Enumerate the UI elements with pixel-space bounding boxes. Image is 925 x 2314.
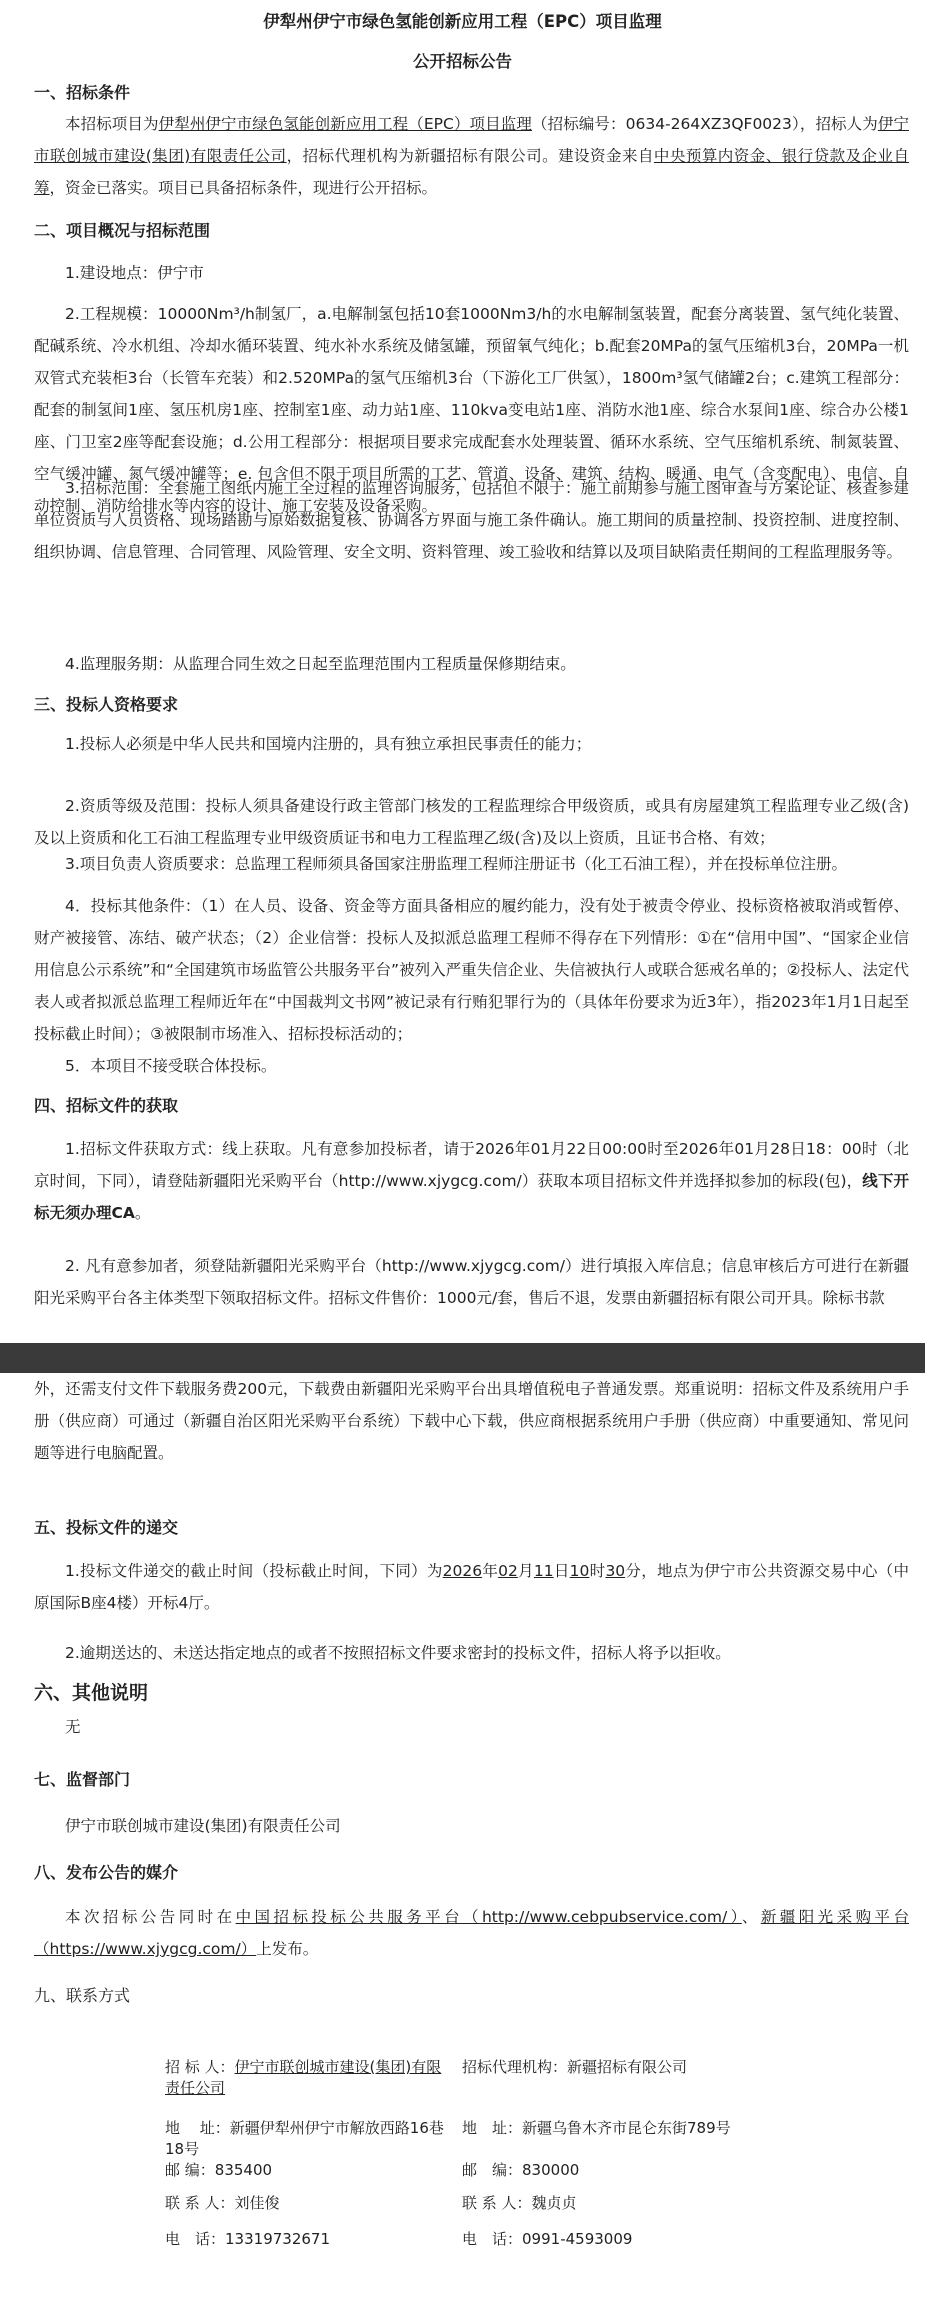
- text-segment: 年: [482, 1562, 499, 1580]
- label: 电 话：: [462, 2230, 523, 2248]
- text-segment: 本招标项目为: [65, 115, 159, 133]
- label: 地 址：: [462, 2119, 523, 2137]
- text-segment: 分，地点为伊宁市公共资源交易中心（中原国际B座4楼）开标4厅。: [34, 1562, 909, 1612]
- section-6-text: 无: [65, 1718, 81, 1736]
- contact-tenderer-person: [165, 2193, 450, 2214]
- text-segment: 。: [134, 1204, 151, 1222]
- contact-person-value: 魏贞贞: [531, 2194, 577, 2212]
- funds-source: 中央预算内资金、银行贷款及企业自筹: [34, 147, 909, 197]
- document-title: 伊犁州伊宁市绿色氢能创新应用工程（EPC）项目监理: [263, 12, 662, 31]
- tenderer-name: 伊宁市联创城市建设(集团)有限责任公司: [34, 115, 909, 165]
- media-link-cebpubservice[interactable]: 中国招标投标公共服务平台（http://www.cebpubservice.com/）: [235, 1908, 742, 1926]
- page-separator: [0, 1343, 925, 1373]
- text-segment: ，资金已落实。项目已具备招标条件，现进行公开招标。: [49, 179, 438, 197]
- label: 邮 编：: [462, 2161, 523, 2179]
- document-subtitle: 公开招标公告: [413, 52, 512, 71]
- contact-agent-address: [462, 2118, 762, 2139]
- contact-agent-phone: [462, 2229, 762, 2250]
- label: 电 话：: [165, 2230, 226, 2248]
- media-link-xjygcg[interactable]: 新疆阳光采购平台（https://www.xjygcg.com/）: [34, 1908, 909, 1958]
- text-segment: 、: [741, 1908, 761, 1926]
- section-2-item-4: 4.监理服务期：从监理合同生效之日起至监理范围内工程质量保修期结束。: [65, 655, 576, 673]
- section-2-heading: 二、项目概况与招标范围: [34, 221, 211, 240]
- phone-value: 13319732671: [225, 2230, 330, 2248]
- tenderer-value: 伊宁市联创城市建设(集团)有限责任公司: [165, 2058, 442, 2097]
- text-segment: 1.招标文件获取方式：线上获取。凡有意参加投标者，请于2026年01月22日00:00时至2026年01月28日18：00时（北京时间，下同），请登陆新疆阳光采购平台（http://www.xjygcg.com/）获取本项目招标文件并选择拟参加的标段(包)，: [34, 1140, 909, 1190]
- section-4-item-2: 2. 凡有意参加者，须登陆新疆阳光采购平台（http://www.xjygcg.com/）进行填报入库信息；信息审核后方可进行在新疆阳光采购平台各主体类型下领取招标文件。招标文件售价：1000元/套，售后不退，发票由新疆招标有限公司开具。除标书款: [34, 1257, 909, 1307]
- deadline-hour: 10: [569, 1562, 590, 1580]
- text-segment: 1.投标文件递交的截止时间（投标截止时间，下同）为: [65, 1562, 443, 1580]
- section-5-item-1: [34, 1555, 909, 1619]
- section-2-item-1: 1.建设地点：伊宁市: [65, 264, 204, 282]
- section-2-item-3: 3.招标范围：全套施工图纸内施工全过程的监理咨询服务，包括但不限于：施工前期参与施工图审查与方案论证、核查参建单位资质与人员资格、现场踏勘与原始数据复核、协调各方界面与施工条件确认。施工期间的质量控制、投资控制、进度控制、组织协调、信息管理、合同管理、风险管理、安全文明、资料管理、竣工验收和结算以及项目缺陷责任期间的工程监理服务等。: [34, 479, 909, 561]
- section-4-heading: 四、招标文件的获取: [34, 1096, 179, 1115]
- label: 地 址：: [165, 2119, 230, 2137]
- section-1-paragraph: [34, 108, 909, 204]
- section-4-item-2-continued: 外，还需支付文件下载服务费200元，下载费由新疆阳光采购平台出具增值税电子普通发票。郑重说明：招标文件及系统用户手册（供应商）可通过（新疆自治区阳光采购平台系统）下载中心下载，供应商根据系统用户手册（供应商）中重要通知、常见问题等进行电脑配置。: [34, 1380, 909, 1462]
- contact-agent: [462, 2057, 762, 2078]
- label: 招标代理机构：: [462, 2058, 568, 2076]
- section-5-heading: 五、投标文件的递交: [34, 1518, 179, 1537]
- section-3-item-2: 2.资质等级及范围：投标人须具备建设行政主管部门核发的工程监理综合甲级资质，或具有房屋建筑工程监理专业乙级(含)及以上资质和化工石油工程监理专业甲级资质证书和电力工程监理乙级(含)及以上资质，且证书合格、有效；: [34, 797, 909, 847]
- address-value: 新疆伊犁州伊宁市解放西路16巷18号: [165, 2119, 444, 2158]
- deadline-day: 11: [533, 1562, 554, 1580]
- section-7-text: 伊宁市联创城市建设(集团)有限责任公司: [65, 1817, 341, 1835]
- text-segment: 日: [553, 1562, 570, 1580]
- label: 联 系 人：: [165, 2194, 235, 2212]
- deadline-minute: 30: [605, 1562, 626, 1580]
- section-3-item-5: 5．本项目不接受联合体投标。: [65, 1057, 277, 1075]
- section-8-heading: 八、发布公告的媒介: [34, 1863, 179, 1882]
- text-segment: 上发布。: [256, 1940, 319, 1958]
- contact-person-value: 刘佳俊: [234, 2194, 280, 2212]
- contact-tenderer-zip: [165, 2160, 450, 2181]
- zip-value: 830000: [522, 2161, 580, 2179]
- label: 邮 编：: [165, 2161, 215, 2179]
- section-5-item-2: 2.逾期送达的、未送达指定地点的或者不按照招标文件要求密封的投标文件，招标人将予以拒收。: [65, 1644, 731, 1662]
- section-3-item-1: 1.投标人必须是中华人民共和国境内注册的，具有独立承担民事责任的能力；: [65, 735, 592, 753]
- ca-notice: 线下开标无须办理CA: [34, 1172, 909, 1222]
- phone-value: 0991-4593009: [522, 2230, 633, 2248]
- address-value: 新疆乌鲁木齐市昆仑东街789号: [522, 2119, 731, 2137]
- section-4-item-1: [34, 1133, 909, 1229]
- label: 联 系 人：: [462, 2194, 532, 2212]
- contact-tenderer-phone: [165, 2229, 450, 2250]
- contact-agent-person: [462, 2193, 762, 2214]
- section-3-item-4: 4．投标其他条件：（1）在人员、设备、资金等方面具备相应的履约能力，没有处于被责令停业、投标资格被取消或暂停、财产被接管、冻结、破产状态；（2）企业信誉：投标人及拟派总监理工程师不得存在下列情形：①在“信用中国”、“国家企业信用信息公示系统”和“全国建筑市场监管公共服务平台”被列入严重失信企业、失信被执行人或联合惩戒名单的；②投标人、法定代表人或者拟派总监理工程师近年在“中国裁判文书网”被记录有行贿犯罪行为的（具体年份要求为近3年），指2023年1月1日起至投标截止时间）；③被限制市场准入、招标投标活动的；: [34, 897, 909, 1043]
- contact-tenderer: [165, 2057, 450, 2099]
- label: 招 标 人：: [165, 2058, 235, 2076]
- section-3-item-3: 3.项目负责人资质要求：总监理工程师须具备国家注册监理工程师注册证书（化工石油工程），并在投标单位注册。: [65, 855, 848, 873]
- text-segment: （招标编号：0634-264XZ3QF0023），招标人为: [531, 115, 878, 133]
- text-segment: ，招标代理机构为新疆招标有限公司。建设资金来自: [286, 147, 654, 165]
- agent-value: 新疆招标有限公司: [567, 2058, 688, 2076]
- text-segment: 时: [589, 1562, 606, 1580]
- section-1-heading: 一、招标条件: [34, 83, 131, 102]
- project-name: 伊犁州伊宁市绿色氢能创新应用工程（EPC）项目监理: [158, 115, 532, 133]
- contact-tenderer-address: [165, 2118, 450, 2160]
- deadline-year: 2026: [442, 1562, 483, 1580]
- document-page-2: [0, 1373, 925, 2314]
- zip-value: 835400: [214, 2161, 273, 2179]
- section-2-item-2: 2.工程规模：10000Nm³/h制氢厂，a.电解制氢包括10套1000Nm3/h的水电解制氢装置，配套分离装置、氢气纯化装置、配碱系统、冷水机组、冷却水循环装置、纯水补水系统及储氢罐，预留氧气纯化；b.配套20MPa的氢气压缩机3台，20MPa一机双管式充装柜3台（长管车充装）和2.520MPa的氢气压缩机3台（下游化工厂供氢），1800m³氢气储罐2台；c.建筑工程部分：配套的制氢间1座、氢压机房1座、控制室1座、动力站1座、110kva变电站1座、消防水池1座、综合水泵间1座、综合办公楼1座、门卫室2座等配套设施；d.公用工程部分：根据项目要求完成配套水处理装置、循环水系统、空气压缩机系统、制氮装置、空气缓冲罐、氮气缓冲罐等；e. 包含但不限于项目所需的工艺、管道、设备、建筑、结构、暖通、电气（含变配电）、电信、自动控制、消防给排水等内容的设计、施工安装及设备采购。: [34, 305, 909, 515]
- section-9-heading: 九、联系方式: [34, 1986, 131, 2005]
- deadline-month: 02: [498, 1562, 518, 1580]
- section-7-heading: 七、监督部门: [34, 1770, 131, 1789]
- section-8-text: [34, 1901, 909, 1965]
- text-segment: 月: [517, 1562, 534, 1580]
- text-segment: 本次招标公告同时在: [65, 1908, 236, 1926]
- section-6-heading: 六、其他说明: [34, 1682, 149, 1704]
- section-3-heading: 三、投标人资格要求: [34, 695, 179, 714]
- contact-agent-zip: [462, 2160, 762, 2181]
